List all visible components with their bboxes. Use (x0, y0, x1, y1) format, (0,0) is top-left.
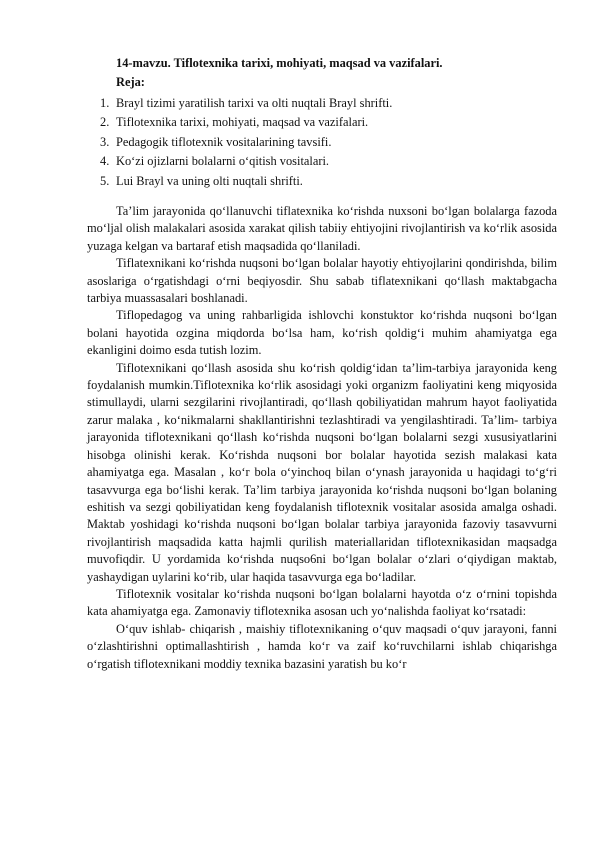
body-paragraph: Tiflopedagog va uning rahbarligida ishlovchi konstuktor koʻrishda nuqsoni boʻlgan bolani hayotida ozgina miqdorda boʻlsa ham, koʻrish qoldigʻi muhim ahamiyatga ega ekanligini doimo esda tutish lozim. (87, 308, 557, 358)
body-paragraph: Oʻquv ishlab- chiqarish , maishiy tiflotexnikaning oʻquv maqsadi oʻquv jarayoni, fanni oʻzlashtirishni optimallashtirish , hamda koʻr va zaif koʻruvchilarni ishlab chiqarishga oʻrgatish tiflotexnikani moddiy texnika bazasini yaratish bu koʻr (87, 621, 557, 671)
plan-item-number: 2. (100, 115, 110, 130)
body-paragraph: Tiflotexnik vositalar koʻrishda nuqsoni boʻlgan bolalarni hayotda oʻz oʻrnini topishda kata ahamiyatga ega. Zamonaviy tiflotexnika asosan uch yoʻnalishda faoliyat koʻrsatadi: (87, 586, 557, 619)
plan-item-text: Lui Brayl va uning olti nuqtali shrifti. (116, 173, 303, 188)
plan-item-text: Tiflotexnika tarixi, mohiyati, maqsad va vazifalari. (116, 115, 369, 130)
plan-item-number: 4. (100, 154, 110, 169)
plan-item-number: 1. (100, 96, 110, 110)
plan-item-text: Pedagogik tiflotexnik vositalarining tavsifi. (116, 134, 332, 149)
body-paragraph: Ta’lim jarayonida qoʻllanuvchi tiflatexnika koʻrishda nuxsoni boʻlgan bolalarga fazoda moʻljal olish malakalari asosida xarakat qilish tabiiy ehtiyojini rivojlantirish va koʻrlik asosida yuzaga kelgan va bartaraf etish maqsadida qoʻllaniladi. (87, 204, 557, 253)
plan-heading: Reja: (116, 75, 145, 89)
plan-item (100, 152, 392, 171)
body-paragraph: Tiflatexnikani koʻrishda nuqsoni boʻlgan bolalar hayotiy ehtiyojlarini qondirishda, bilim asoslariga oʻrgatishdagi oʻrni beqiyosdir. Shu sabab tiflatexnikani qoʻllash maktabgacha tarbiya muassasalari boshlanadi. (87, 256, 557, 306)
plan-item-number: 3. (100, 134, 110, 149)
body-paragraph: Tiflotexnikani qoʻllash asosida shu koʻrish qoldigʻidan ta’lim-tarbiya jarayonida keng foydalanish mumkin.Tiflotexnika koʻrlik asosidagi yoki organizm faoliyatini keng miqyosida stimullaydi, ularni sezgilarini rivojlantiradi, qoʻllash qobiliyatidan mahrum hayot faoliyatida zarur malaka , koʻnikmalarni shakllantirishni tezlashtiradi va yengilashtiradi. Ta’lim- tarbiya jarayonida tiflotexnikani qoʻllash koʻrishda nuqsoni boʻlgan bolalarni sezgi xususiyatlarini hisobga olinishi kerak. Koʻrishda nuqsoni bor bolalar hayotida sezish malakasi kata ahamiyatga ega. Masalan , koʻr bola oʻyinchoq bilan oʻynash jarayonida u haqidagi toʻgʻri tasavvurga ega boʻlishi kerak. Ta’lim tarbiya jarayonida koʻrishda nuqsoni boʻlgan bolaning eshitish va sezgi qobiliyatidan keng foydalanish tiflotexnik vositalar asosida amalga oshadi. Maktab yoshidagi koʻrishda nuqsoni boʻlgan bolalar tarbiya jarayonida fazoviy tasavvurni rivojlantirish maqsadida katta hajmli qurilish materiallaridan tiflotexnikasidan maqsadga muvofiqdir. U yordamida koʻrishda nuqso6ni boʻlgan bolalar oʻzlari oʻqiydigan maktab, yashaydigan uylarini koʻrib, ular haqida tasavvurga ega boʻladilar. (87, 360, 557, 584)
plan-list (100, 94, 392, 191)
plan-item (100, 94, 392, 113)
document-body (87, 203, 557, 673)
plan-item-text: Koʻzi ojizlarni bolalarni oʻqitish vositalari. (116, 154, 329, 169)
plan-item (100, 113, 392, 132)
document-title: 14-mavzu. Tiflotexnika tarixi, mohiyati, maqsad va vazifalari. (116, 56, 443, 70)
plan-item-text: Brayl tizimi yaratilish tarixi va olti nuqtali Brayl shrifti. (116, 96, 393, 110)
plan-item (100, 133, 392, 152)
plan-item-number: 5. (100, 173, 110, 188)
plan-item (100, 172, 392, 191)
